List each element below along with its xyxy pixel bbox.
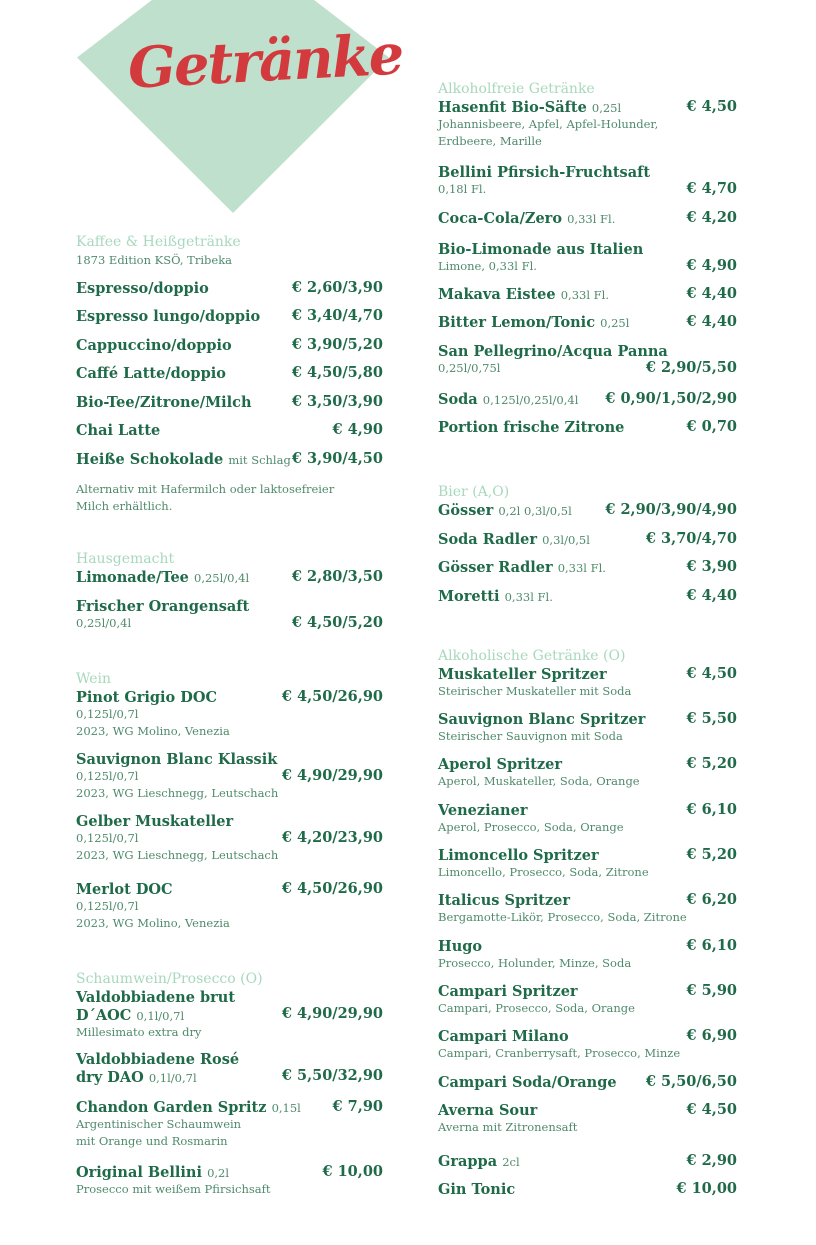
menu-item (76, 393, 383, 411)
item-price: € 3,90/5,20 (291, 336, 383, 353)
item-name: Campari Milano (438, 1028, 569, 1045)
menu-item (76, 688, 383, 740)
item-price: € 6,10 (686, 937, 737, 954)
menu-item (76, 307, 383, 325)
menu-item (438, 342, 737, 377)
item-price: € 2,90/3,90/4,90 (605, 501, 737, 518)
item-name: Gösser (438, 502, 494, 519)
item-name: Bellini Pfirsich-Fruchtsaft (438, 164, 651, 181)
item-name: D´AOC (76, 1007, 132, 1024)
menu-item (76, 1163, 383, 1198)
item-size: 0,18l Fl. (438, 182, 487, 196)
item-name: Venezianer (438, 802, 528, 819)
item-price: € 2,80/3,50 (291, 568, 383, 585)
item-price: € 4,50 (686, 1101, 737, 1118)
item-price: € 2,90 (686, 1152, 737, 1169)
item-name: Heiße Schokolade (76, 451, 224, 468)
item-size: 0,125l/0,7l (76, 831, 139, 845)
page-title: Getränke (126, 21, 404, 102)
item-price: € 10,00 (322, 1163, 383, 1180)
menu-item (76, 336, 383, 354)
item-name: Chai Latte (76, 422, 161, 439)
menu-item (76, 568, 383, 586)
item-name: Makava Eistee (438, 286, 556, 303)
item-price: € 4,90/29,90 (281, 767, 383, 784)
item-price: € 4,40 (686, 313, 737, 330)
menu-item (76, 450, 383, 468)
item-name: Original Bellini (76, 1164, 202, 1181)
item-size: 0,1l/0,7l (136, 1009, 185, 1023)
item-desc: mit Orange und Rosmarin (76, 1134, 228, 1148)
item-name: Pinot Grigio DOC (76, 689, 218, 706)
note-line: Alternativ mit Hafermilch oder laktosefreier (76, 482, 335, 496)
item-price: € 7,90 (332, 1098, 383, 1115)
item-name: Campari Spritzer (438, 983, 578, 1000)
menu-item (76, 750, 383, 802)
item-name: Frischer Orangensaft (76, 598, 250, 615)
item-name: Averna Sour (438, 1102, 538, 1119)
item-price: € 4,50 (686, 665, 737, 682)
item-desc: 2023, WG Lieschnegg, Leutschach (76, 786, 279, 800)
item-name: Bio-Tee/Zitrone/Milch (76, 394, 252, 411)
category-heading-wein: Wein (76, 671, 112, 687)
menu-item (438, 418, 737, 436)
item-size: 0,25l/0,75l (438, 361, 501, 375)
item-price: € 3,90 (686, 558, 737, 575)
menu-item (76, 1050, 383, 1086)
item-price: € 4,20 (686, 209, 737, 226)
item-name: Aperol Spritzer (438, 756, 563, 773)
item-desc: Erdbeere, Marille (438, 134, 542, 148)
menu-item (438, 801, 737, 836)
category-heading-schaumwein: Schaumwein/Prosecco (O) (76, 971, 263, 987)
item-size: 0,2l (207, 1166, 230, 1180)
item-desc: Limoncello, Prosecco, Soda, Zitrone (438, 865, 649, 879)
menu-item (438, 891, 737, 926)
item-price: € 4,20/23,90 (281, 829, 383, 846)
menu-item (438, 240, 737, 275)
item-name: Italicus Spritzer (438, 892, 571, 909)
item-size: 0,2l 0,3l/0,5l (498, 504, 572, 518)
item-price: € 4,50/5,80 (291, 364, 383, 381)
menu-item (76, 364, 383, 382)
note-line: Milch erhältlich. (76, 499, 173, 513)
item-price: € 4,90 (686, 257, 737, 274)
menu-item (438, 1152, 737, 1170)
menu-item (76, 597, 383, 632)
item-price: € 3,40/4,70 (291, 307, 383, 324)
item-price: € 3,50/3,90 (291, 393, 383, 410)
item-desc: Aperol, Muskateller, Soda, Orange (438, 774, 640, 788)
category-heading-bier: Bier (A,O) (438, 484, 510, 500)
item-price: € 5,90 (686, 982, 737, 999)
item-size: 0,33l Fl. (504, 590, 553, 604)
item-desc: Aperol, Prosecco, Soda, Orange (438, 820, 624, 834)
menu-item (438, 846, 737, 881)
item-name: Valdobbiadene brut (76, 989, 236, 1006)
item-size: 0,15l (271, 1101, 301, 1115)
item-price: € 5,50/32,90 (281, 1067, 383, 1084)
item-name: Limoncello Spritzer (438, 847, 599, 864)
item-name: Sauvignon Blanc Klassik (76, 751, 278, 768)
item-name: Soda Radler (438, 531, 538, 548)
item-size: 0,25l (591, 101, 622, 115)
item-price: € 2,90/5,50 (645, 359, 737, 376)
item-name: Gelber Muskateller (76, 813, 234, 830)
item-name: Hugo (438, 938, 483, 955)
item-name: Moretti (438, 588, 500, 605)
item-size: 0,33l Fl. (557, 561, 606, 575)
item-name: Bitter Lemon/Tonic (438, 314, 596, 331)
item-size: 0,25l/0,4l (76, 616, 132, 630)
item-price: € 3,90/4,50 (291, 450, 383, 467)
item-desc: 2023, WG Molino, Venezia (76, 916, 230, 930)
menu-item (438, 710, 737, 745)
item-name: Espresso lungo/doppio (76, 308, 261, 325)
item-desc: Johannisbeere, Apfel, Apfel-Holunder, (438, 117, 659, 131)
item-size: 0,1l/0,7l (148, 1071, 197, 1085)
item-size: 0,125l/0,7l (76, 769, 139, 783)
item-desc: Campari, Prosecco, Soda, Orange (438, 1001, 635, 1015)
item-price: € 5,20 (686, 755, 737, 772)
item-price: € 3,70/4,70 (645, 530, 737, 547)
menu-item (438, 163, 737, 198)
menu-item (76, 421, 383, 439)
menu-item (76, 988, 383, 1041)
item-name: Valdobbiadene Rosé (76, 1051, 240, 1068)
menu-item (76, 1098, 383, 1150)
category-heading-alkoholfrei: Alkoholfreie Getränke (438, 81, 595, 97)
menu-item (438, 1180, 737, 1198)
item-desc: 2023, WG Molino, Venezia (76, 724, 230, 738)
item-size: 0,125l/0,7l (76, 707, 139, 721)
category-sub-kaffee: 1873 Edition KSÖ, Tribeka (76, 253, 233, 267)
item-desc: Steirischer Muskateller mit Soda (438, 684, 632, 698)
item-size: 0,25l (600, 316, 630, 330)
menu-item (438, 665, 737, 700)
item-name: Espresso/doppio (76, 280, 209, 297)
menu-item (438, 1027, 737, 1062)
category-heading-alkoholisch: Alkoholische Getränke (O) (438, 648, 626, 664)
item-price: € 0,70 (686, 418, 737, 435)
item-price: € 4,70 (686, 180, 737, 197)
item-price: € 5,50 (686, 710, 737, 727)
item-name: Limonade/Tee (76, 569, 189, 586)
menu-item (76, 279, 383, 297)
item-name: Coca-Cola/Zero (438, 210, 562, 227)
item-size: 0,25l/0,4l (194, 571, 250, 585)
item-price: € 4,90 (332, 421, 383, 438)
menu-item (76, 880, 383, 932)
menu-item (438, 558, 737, 576)
item-price: € 4,90/29,90 (281, 1005, 383, 1022)
item-size: mit Schlag (228, 453, 291, 467)
item-price: € 4,50/26,90 (281, 688, 383, 705)
item-size: 2cl (502, 1155, 520, 1169)
menu-item (438, 285, 737, 303)
item-name: Hasenfit Bio-Säfte (438, 99, 587, 116)
item-name: Portion frische Zitrone (438, 419, 625, 436)
menu-item (438, 209, 737, 227)
item-size: Limone, 0,33l Fl. (438, 259, 537, 273)
item-name: Gin Tonic (438, 1181, 516, 1198)
menu-item (438, 937, 737, 972)
menu-item (438, 390, 737, 408)
menu-item (438, 530, 737, 548)
item-desc: Bergamotte-Likör, Prosecco, Soda, Zitrone (438, 910, 687, 924)
item-desc: Prosecco, Holunder, Minze, Soda (438, 956, 632, 970)
item-name: Sauvignon Blanc Spritzer (438, 711, 646, 728)
item-name: Gösser Radler (438, 559, 553, 576)
item-price: € 4,50/5,20 (291, 614, 383, 631)
menu-item (438, 313, 737, 331)
item-name: Merlot DOC (76, 881, 173, 898)
item-desc: Steirischer Sauvignon mit Soda (438, 729, 623, 743)
category-heading-kaffee: Kaffee & Heißgetränke (76, 234, 241, 250)
category-heading-hausgemacht: Hausgemacht (76, 551, 175, 567)
menu-item (438, 98, 737, 150)
item-size: 0,33l Fl. (560, 288, 609, 302)
item-price: € 5,20 (686, 846, 737, 863)
menu-item (76, 812, 383, 864)
item-size: 0,125l/0,7l (76, 899, 139, 913)
item-price: € 6,10 (686, 801, 737, 818)
item-name: Campari Soda/Orange (438, 1074, 617, 1091)
menu-item (438, 587, 737, 605)
item-desc: Millesimato extra dry (76, 1025, 202, 1039)
item-desc: Argentinischer Schaumwein (76, 1117, 242, 1131)
item-name: Chandon Garden Spritz (76, 1099, 267, 1116)
menu-item (438, 755, 737, 790)
item-price: € 0,90/1,50/2,90 (605, 390, 737, 407)
item-size: 0,125l/0,25l/0,4l (482, 393, 579, 407)
item-price: € 6,90 (686, 1027, 737, 1044)
item-price: € 4,50/26,90 (281, 880, 383, 897)
item-name: Soda (438, 391, 478, 408)
item-price: € 6,20 (686, 891, 737, 908)
item-name: Caffé Latte/doppio (76, 365, 226, 382)
item-name: San Pellegrino/Acqua Panna (438, 343, 668, 360)
item-price: € 4,50 (686, 98, 737, 115)
item-price: € 5,50/6,50 (645, 1073, 737, 1090)
menu-item (438, 1073, 737, 1091)
item-price: € 4,40 (686, 285, 737, 302)
item-size: 0,33l Fl. (567, 212, 616, 226)
item-price: € 2,60/3,90 (291, 279, 383, 296)
item-price: € 4,40 (686, 587, 737, 604)
item-desc: Campari, Cranberrysaft, Prosecco, Minze (438, 1046, 681, 1060)
item-size: 0,3l/0,5l (542, 533, 590, 547)
menu-item (438, 982, 737, 1017)
item-price: € 10,00 (676, 1180, 737, 1197)
item-name: Cappuccino/doppio (76, 337, 232, 354)
menu-item (438, 1101, 737, 1136)
item-name: Muskateller Spritzer (438, 666, 607, 683)
item-desc: Averna mit Zitronensaft (438, 1120, 578, 1134)
item-name: dry DAO (76, 1069, 144, 1086)
item-desc: Prosecco mit weißem Pfirsichsaft (76, 1182, 271, 1196)
kaffee-note (76, 481, 376, 515)
item-name: Grappa (438, 1153, 498, 1170)
menu-item (438, 501, 737, 519)
item-desc: 2023, WG Lieschnegg, Leutschach (76, 848, 279, 862)
item-name: Bio-Limonade aus Italien (438, 241, 644, 258)
